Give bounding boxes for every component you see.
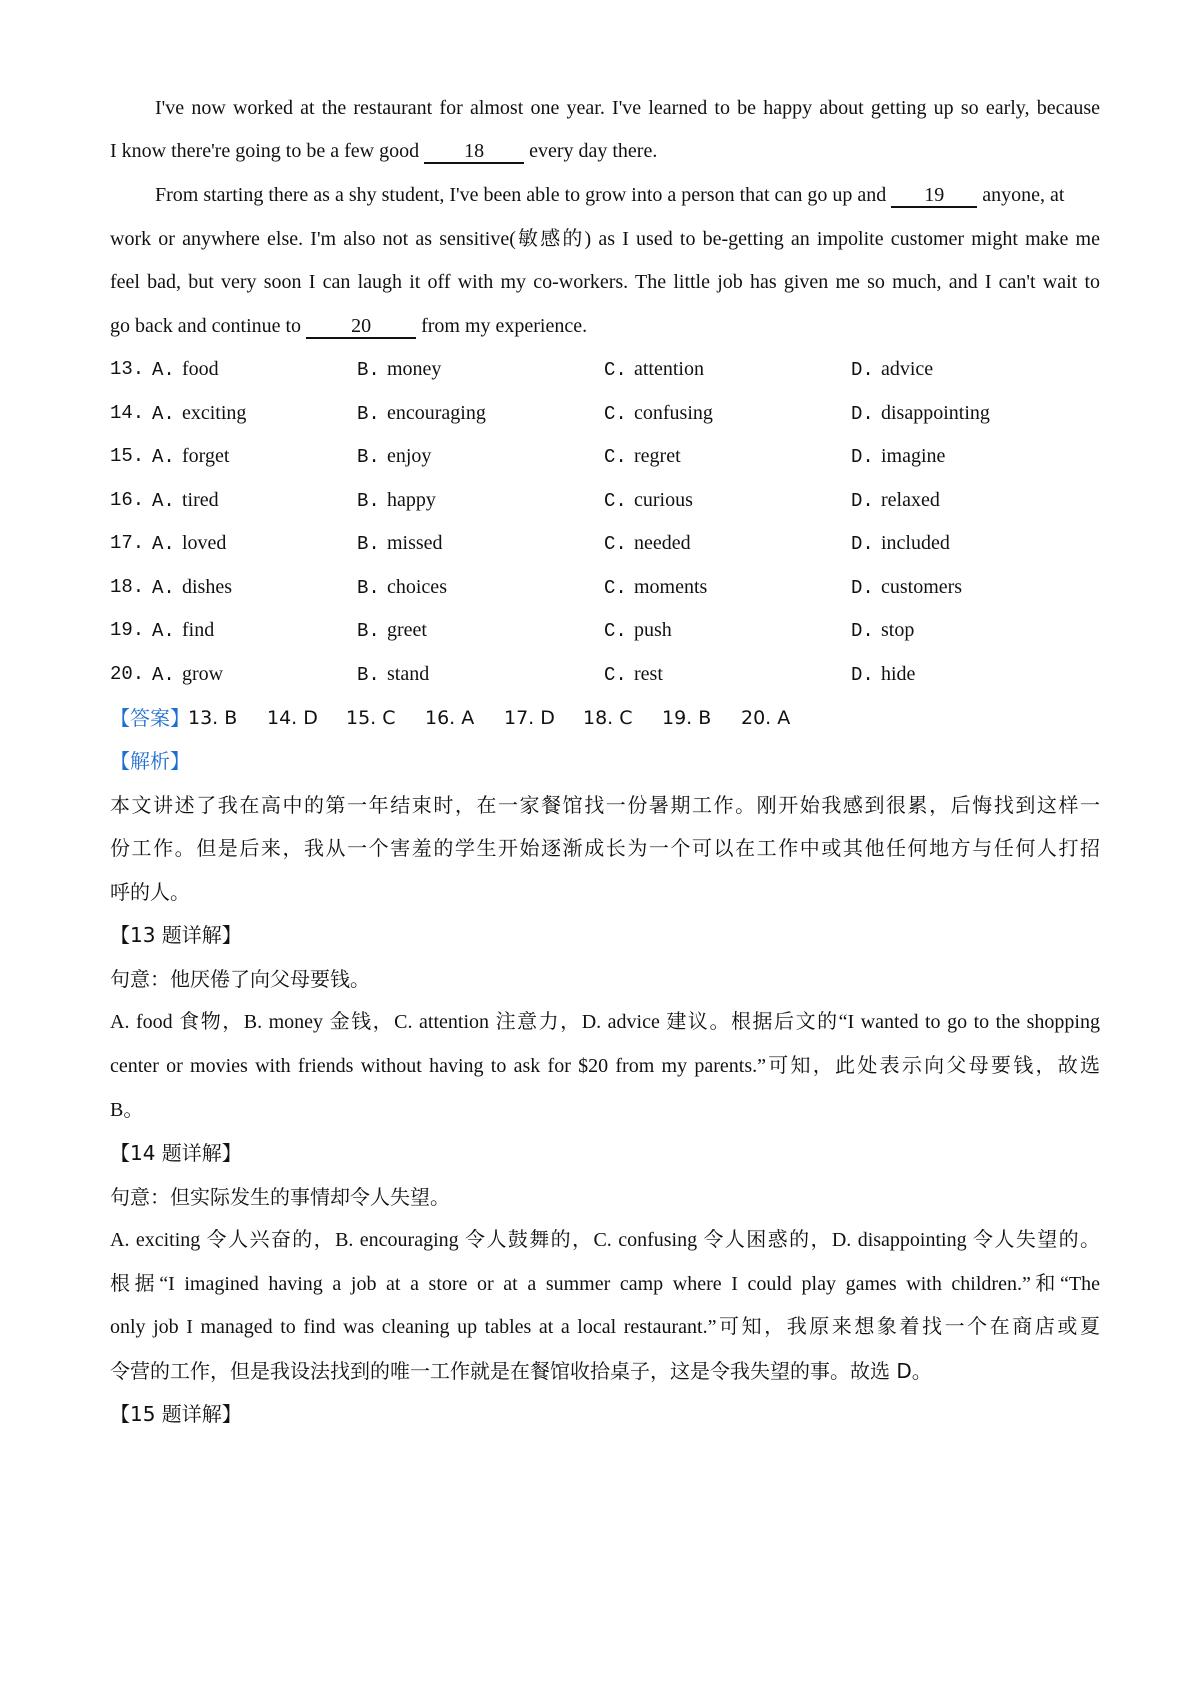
option-b xyxy=(357,399,486,428)
blank-18: 18 xyxy=(424,140,524,164)
detail-13-line: B。 xyxy=(110,1099,144,1121)
option-text: needed xyxy=(634,532,691,554)
option-a xyxy=(152,660,224,689)
option-letter: A. xyxy=(152,664,175,686)
option-letter: B. xyxy=(357,620,380,642)
detail-13-line: A. food 食物，B. money 金钱，C. attention 注意力，D. advice 建议。根据后文的“I wanted to go to the shopping xyxy=(110,1011,1100,1033)
passage-text: every day there. xyxy=(524,140,658,162)
option-d xyxy=(851,529,950,558)
option-letter: B. xyxy=(357,403,380,425)
option-text: attention xyxy=(634,358,704,380)
option-d xyxy=(851,660,916,689)
option-text: hide xyxy=(881,663,916,685)
option-b xyxy=(357,486,436,515)
question-row xyxy=(110,486,1100,514)
option-text: find xyxy=(182,619,215,641)
option-letter: C. xyxy=(604,446,627,468)
option-d xyxy=(851,573,963,602)
option-text: food xyxy=(182,358,219,380)
option-c xyxy=(604,486,693,515)
option-letter: D. xyxy=(851,620,874,642)
option-text: loved xyxy=(182,532,227,554)
question-number: 15. xyxy=(110,445,145,467)
answer-item: 14. D xyxy=(267,707,318,729)
question-row xyxy=(110,442,1100,470)
option-letter: C. xyxy=(604,359,627,381)
option-text: choices xyxy=(387,576,447,598)
blank-19: 19 xyxy=(891,184,977,208)
question-row xyxy=(110,616,1100,644)
option-c xyxy=(604,442,681,471)
question-number: 14. xyxy=(110,402,145,424)
detail-13-line: center or movies with friends without having to ask for $20 from my parents.”可知，此处表示向父母要钱，故选 xyxy=(110,1055,1100,1077)
question-row xyxy=(110,399,1100,427)
option-text: tired xyxy=(182,489,219,511)
option-text: grow xyxy=(182,663,224,685)
option-text: advice xyxy=(881,358,934,380)
option-d xyxy=(851,355,934,384)
answer-item: 17. D xyxy=(504,707,555,729)
option-text: included xyxy=(881,532,950,554)
option-letter: A. xyxy=(152,403,175,425)
option-text: exciting xyxy=(182,402,247,424)
option-d xyxy=(851,616,915,645)
option-c xyxy=(604,355,704,384)
option-text: push xyxy=(634,619,672,641)
option-text: forget xyxy=(182,445,230,467)
option-text: rest xyxy=(634,663,663,685)
detail-14-line: 令营的工作，但是我设法找到的唯一工作就是在餐馆收拾桌子，这是令我失望的事。故选 D。 xyxy=(110,1359,932,1383)
option-text: encouraging xyxy=(387,402,486,424)
detail-13-meaning: 句意：他厌倦了向父母要钱。 xyxy=(110,967,370,991)
option-text: happy xyxy=(387,489,436,511)
passage-line xyxy=(110,312,1100,340)
option-letter: B. xyxy=(357,577,380,599)
option-text: regret xyxy=(634,445,681,467)
analysis-line: 份工作。但是后来，我从一个害羞的学生开始逐渐成长为一个可以在工作中或其他任何地方与任何人打招 xyxy=(110,836,1100,860)
option-c xyxy=(604,616,672,645)
option-letter: D. xyxy=(851,533,874,555)
option-text: money xyxy=(387,358,442,380)
option-text: dishes xyxy=(182,576,232,598)
option-c xyxy=(604,529,691,558)
question-row xyxy=(110,529,1100,557)
answer-label: 【答案】 xyxy=(110,706,190,730)
option-a xyxy=(152,573,232,602)
question-number: 16. xyxy=(110,489,145,511)
passage-line: feel bad, but very soon I can laugh it off with my co-workers. The little job has given me so much, and I can't wait to xyxy=(110,271,1100,293)
answer-item: 20. A xyxy=(741,707,791,729)
option-letter: A. xyxy=(152,359,175,381)
passage-text: go back and continue to xyxy=(110,315,307,337)
passage-text: from my experience. xyxy=(416,315,588,337)
option-letter: A. xyxy=(152,533,175,555)
answer-item: 13. B xyxy=(188,707,238,729)
option-c xyxy=(604,660,663,689)
option-a xyxy=(152,486,219,515)
option-c xyxy=(604,399,713,428)
passage-text: I know there're going to be a few good xyxy=(110,140,425,162)
answer-item: 16. A xyxy=(425,707,475,729)
option-d xyxy=(851,442,946,471)
option-text: curious xyxy=(634,489,693,511)
option-letter: D. xyxy=(851,403,874,425)
option-b xyxy=(357,442,432,471)
option-letter: A. xyxy=(152,490,175,512)
question-number: 17. xyxy=(110,532,145,554)
option-text: relaxed xyxy=(881,489,940,511)
question-row xyxy=(110,355,1100,383)
question-number: 18. xyxy=(110,576,145,598)
option-letter: A. xyxy=(152,446,175,468)
option-letter: C. xyxy=(604,577,627,599)
option-text: moments xyxy=(634,576,708,598)
option-letter: A. xyxy=(152,577,175,599)
option-text: greet xyxy=(387,619,427,641)
option-b xyxy=(357,529,443,558)
option-letter: D. xyxy=(851,446,874,468)
option-d xyxy=(851,486,940,515)
option-c xyxy=(604,573,708,602)
blank-20: 20 xyxy=(306,315,416,339)
option-text: stop xyxy=(881,619,915,641)
option-a xyxy=(152,529,227,558)
option-text: customers xyxy=(881,576,963,598)
passage-line: I've now worked at the restaurant for almost one year. I've learned to be happy about getting up so early, because xyxy=(155,97,1100,119)
analysis-label: 【解析】 xyxy=(110,749,190,773)
question-number: 19. xyxy=(110,619,145,641)
option-letter: B. xyxy=(357,533,380,555)
option-letter: C. xyxy=(604,490,627,512)
passage-line: work or anywhere else. I'm also not as sensitive(敏感的) as I used to be-getting an impolite customer might make me xyxy=(110,228,1100,250)
option-letter: D. xyxy=(851,577,874,599)
option-letter: B. xyxy=(357,446,380,468)
option-b xyxy=(357,573,447,602)
option-letter: A. xyxy=(152,620,175,642)
option-a xyxy=(152,399,247,428)
answer-item: 18. C xyxy=(583,707,633,729)
analysis-line: 呼的人。 xyxy=(110,880,190,904)
option-letter: D. xyxy=(851,664,874,686)
answer-row xyxy=(110,704,1100,732)
option-d xyxy=(851,399,990,428)
detail-14-meaning: 句意：但实际发生的事情却令人失望。 xyxy=(110,1185,450,1209)
option-text: stand xyxy=(387,663,430,685)
question-number: 13. xyxy=(110,358,145,380)
option-letter: D. xyxy=(851,359,874,381)
option-b xyxy=(357,660,430,689)
passage-line xyxy=(110,137,1100,165)
option-letter: B. xyxy=(357,664,380,686)
option-letter: C. xyxy=(604,403,627,425)
option-text: confusing xyxy=(634,402,713,424)
option-letter: B. xyxy=(357,359,380,381)
detail-14-line: 根据“I imagined having a job at a store or at a summer camp where I could play games with children.”和“The xyxy=(110,1273,1100,1295)
detail-15-heading: 【15 题详解】 xyxy=(110,1402,242,1426)
passage-line xyxy=(155,181,1100,209)
answer-item: 15. C xyxy=(346,707,396,729)
option-letter: C. xyxy=(604,533,627,555)
question-row xyxy=(110,660,1100,688)
answer-item: 19. B xyxy=(662,707,712,729)
detail-13-heading: 【13 题详解】 xyxy=(110,923,242,947)
passage-text: anyone, at xyxy=(977,184,1065,206)
detail-14-heading: 【14 题详解】 xyxy=(110,1141,242,1165)
option-text: missed xyxy=(387,532,443,554)
passage-text: From starting there as a shy student, I've been able to grow into a person that can go up and xyxy=(155,184,892,206)
option-b xyxy=(357,355,442,384)
option-text: imagine xyxy=(881,445,946,467)
option-letter: B. xyxy=(357,490,380,512)
option-letter: C. xyxy=(604,664,627,686)
analysis-line: 本文讲述了我在高中的第一年结束时，在一家餐馆找一份暑期工作。刚开始我感到很累，后悔找到这样一 xyxy=(110,793,1100,817)
option-a xyxy=(152,442,230,471)
option-letter: D. xyxy=(851,490,874,512)
option-a xyxy=(152,355,219,384)
option-text: enjoy xyxy=(387,445,432,467)
option-text: disappointing xyxy=(881,402,990,424)
detail-14-line: only job I managed to find was cleaning up tables at a local restaurant.”可知，我原来想象着找一个在商店或夏 xyxy=(110,1316,1100,1338)
detail-14-line: A. exciting 令人兴奋的，B. encouraging 令人鼓舞的，C. confusing 令人困惑的，D. disappointing 令人失望的。 xyxy=(110,1229,1100,1251)
option-letter: C. xyxy=(604,620,627,642)
option-b xyxy=(357,616,427,645)
question-number: 20. xyxy=(110,663,145,685)
option-a xyxy=(152,616,215,645)
question-row xyxy=(110,573,1100,601)
